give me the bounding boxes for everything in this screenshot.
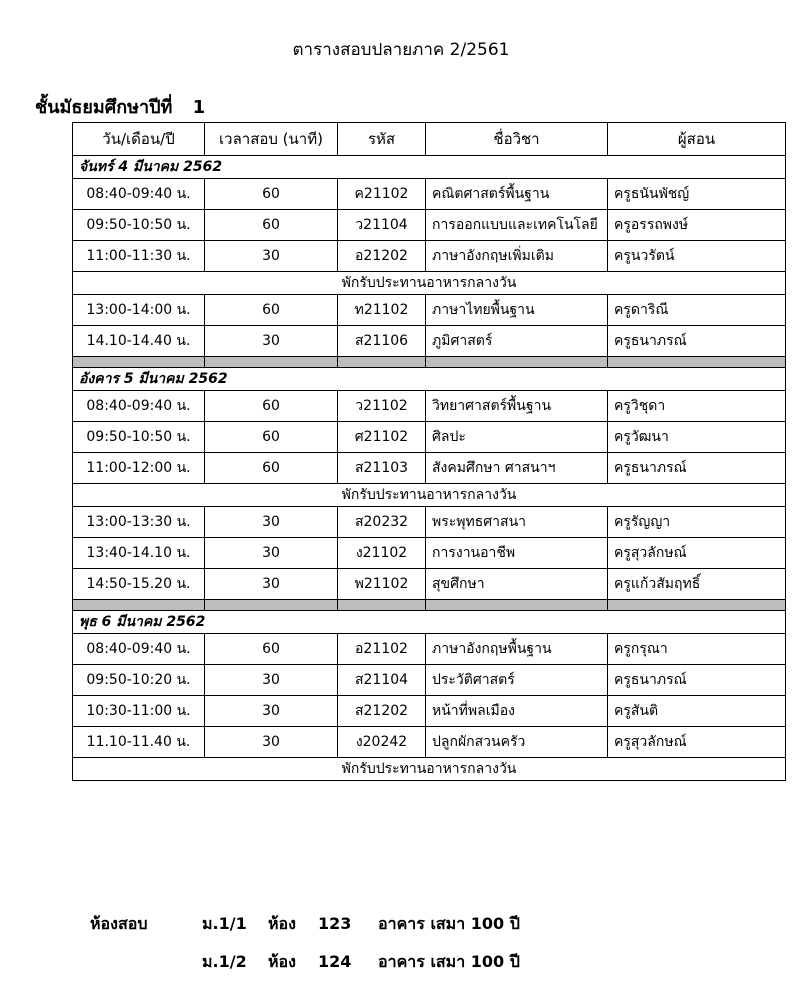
table-row [73, 326, 786, 357]
header-teacher: ผู้สอน [608, 123, 786, 156]
grade-level-number: 1 [192, 97, 206, 118]
subject-code: ส21202 [338, 696, 426, 727]
subject-name: ภาษาไทยพื้นฐาน [426, 295, 608, 326]
table-row [73, 727, 786, 758]
day-date: อังคาร 5 มีนาคม 2562 [73, 368, 786, 391]
teacher-name: ครูอรรถพงษ์ [608, 210, 786, 241]
header-code: รหัส [338, 123, 426, 156]
exam-time: 08:40-09:40 น. [73, 634, 205, 665]
header-subject: ชื่อวิชา [426, 123, 608, 156]
table-row [73, 241, 786, 272]
exam-duration: 60 [205, 422, 338, 453]
separator-cell [205, 600, 338, 611]
lunch-break-label: พักรับประทานอาหารกลางวัน [73, 758, 786, 781]
day-separator-row [73, 357, 786, 368]
table-row [73, 507, 786, 538]
subject-code: อ21102 [338, 634, 426, 665]
exam-duration: 60 [205, 634, 338, 665]
table-row [73, 295, 786, 326]
separator-cell [338, 357, 426, 368]
table-row [73, 422, 786, 453]
subject-code: ส21103 [338, 453, 426, 484]
table-row [73, 538, 786, 569]
separator-cell [608, 600, 786, 611]
table-row [73, 391, 786, 422]
header-date: วัน/เดือน/ปี [73, 123, 205, 156]
room-word: ห้อง [268, 914, 296, 933]
exam-time: 11.10-11.40 น. [73, 727, 205, 758]
exam-duration: 30 [205, 326, 338, 357]
room-row [90, 950, 520, 975]
separator-cell [608, 357, 786, 368]
exam-time: 10:30-11:00 น. [73, 696, 205, 727]
teacher-name: ครูนวรัตน์ [608, 241, 786, 272]
subject-code: พ21102 [338, 569, 426, 600]
separator-cell [426, 600, 608, 611]
room-number: 124 [318, 952, 352, 971]
teacher-name: ครูรัญญา [608, 507, 786, 538]
table-header-row [73, 123, 786, 156]
exam-duration: 30 [205, 696, 338, 727]
subject-name: ภูมิศาสตร์ [426, 326, 608, 357]
exam-time: 14.10-14.40 น. [73, 326, 205, 357]
teacher-name: ครูสันติ [608, 696, 786, 727]
teacher-name: ครูดาริณี [608, 295, 786, 326]
day-header-row [73, 368, 786, 391]
subject-name: คณิตศาสตร์พื้นฐาน [426, 179, 608, 210]
subject-name: สุขศึกษา [426, 569, 608, 600]
lunch-break-row [73, 758, 786, 781]
exam-time: 13:40-14.10 น. [73, 538, 205, 569]
teacher-name: ครูธนาภรณ์ [608, 665, 786, 696]
grade-level-label: ชั้นมัธยมศึกษาปีที่ [35, 97, 173, 118]
teacher-name: ครูแก้วสัมฤทธิ์ [608, 569, 786, 600]
exam-duration: 60 [205, 179, 338, 210]
subject-code: ส21106 [338, 326, 426, 357]
subject-name: ประวัติศาสตร์ [426, 665, 608, 696]
room-row [90, 912, 520, 937]
exam-duration: 60 [205, 210, 338, 241]
rooms-label: ห้องสอบ [90, 914, 148, 933]
exam-duration: 30 [205, 538, 338, 569]
room-building: อาคาร เสมา 100 ปี [378, 914, 520, 933]
page-title: ตารางสอบปลายภาค 2/2561 [292, 40, 510, 60]
exam-duration: 60 [205, 453, 338, 484]
table-row [73, 453, 786, 484]
exam-time: 14:50-15.20 น. [73, 569, 205, 600]
exam-time: 09:50-10:20 น. [73, 665, 205, 696]
table-row [73, 696, 786, 727]
exam-time: 13:00-14:00 น. [73, 295, 205, 326]
lunch-break-row [73, 272, 786, 295]
exam-time: 08:40-09:40 น. [73, 179, 205, 210]
room-building: อาคาร เสมา 100 ปี [378, 952, 520, 971]
separator-cell [73, 357, 205, 368]
subject-code: ส20232 [338, 507, 426, 538]
subject-code: ว21102 [338, 391, 426, 422]
grade-level [35, 92, 205, 121]
subject-name: สังคมศึกษา ศาสนาฯ [426, 453, 608, 484]
separator-cell [73, 600, 205, 611]
exam-time: 11:00-11:30 น. [73, 241, 205, 272]
table-row [73, 634, 786, 665]
subject-name: ศิลปะ [426, 422, 608, 453]
subject-code: ท21102 [338, 295, 426, 326]
table-row [73, 210, 786, 241]
day-header-row [73, 156, 786, 179]
teacher-name: ครูธนาภรณ์ [608, 326, 786, 357]
room-class: ม.1/2 [202, 952, 247, 971]
separator-cell [205, 357, 338, 368]
teacher-name: ครูสุวลักษณ์ [608, 538, 786, 569]
exam-time: 09:50-10:50 น. [73, 210, 205, 241]
table-body [73, 156, 786, 781]
room-word: ห้อง [268, 952, 296, 971]
exam-duration: 30 [205, 569, 338, 600]
room-class: ม.1/1 [202, 914, 247, 933]
exam-time: 11:00-12:00 น. [73, 453, 205, 484]
separator-cell [338, 600, 426, 611]
subject-code: ส21104 [338, 665, 426, 696]
teacher-name: ครูธนันพัชญ์ [608, 179, 786, 210]
subject-code: ง21102 [338, 538, 426, 569]
subject-code: ศ21102 [338, 422, 426, 453]
exam-duration: 60 [205, 295, 338, 326]
exam-duration: 30 [205, 665, 338, 696]
subject-name: ปลูกผักสวนครัว [426, 727, 608, 758]
exam-duration: 60 [205, 391, 338, 422]
table-row [73, 569, 786, 600]
exam-duration: 30 [205, 241, 338, 272]
teacher-name: ครูวัฒนา [608, 422, 786, 453]
teacher-name: ครูสุวลักษณ์ [608, 727, 786, 758]
day-separator-row [73, 600, 786, 611]
room-number: 123 [318, 914, 352, 933]
subject-code: ว21104 [338, 210, 426, 241]
subject-name: การงานอาชีพ [426, 538, 608, 569]
day-header-row [73, 611, 786, 634]
exam-duration: 30 [205, 727, 338, 758]
exam-time: 13:00-13:30 น. [73, 507, 205, 538]
separator-cell [426, 357, 608, 368]
subject-name: ภาษาอังกฤษพื้นฐาน [426, 634, 608, 665]
subject-name: วิทยาศาสตร์พื้นฐาน [426, 391, 608, 422]
header-duration: เวลาสอบ (นาที) [205, 123, 338, 156]
table-row [73, 179, 786, 210]
exam-time: 08:40-09:40 น. [73, 391, 205, 422]
teacher-name: ครูกรุณา [608, 634, 786, 665]
subject-name: การออกแบบและเทคโนโลยี [426, 210, 608, 241]
lunch-break-row [73, 484, 786, 507]
exam-time: 09:50-10:50 น. [73, 422, 205, 453]
subject-name: พระพุทธศาสนา [426, 507, 608, 538]
subject-name: หน้าที่พลเมือง [426, 696, 608, 727]
subject-code: ง20242 [338, 727, 426, 758]
exam-schedule-table [72, 122, 786, 781]
lunch-break-label: พักรับประทานอาหารกลางวัน [73, 484, 786, 507]
subject-code: ค21102 [338, 179, 426, 210]
subject-name: ภาษาอังกฤษเพิ่มเติม [426, 241, 608, 272]
day-date: จันทร์ 4 มีนาคม 2562 [73, 156, 786, 179]
exam-duration: 30 [205, 507, 338, 538]
table-row [73, 665, 786, 696]
subject-code: อ21202 [338, 241, 426, 272]
teacher-name: ครูธนาภรณ์ [608, 453, 786, 484]
day-date: พุธ 6 มีนาคม 2562 [73, 611, 786, 634]
teacher-name: ครูวิชุดา [608, 391, 786, 422]
lunch-break-label: พักรับประทานอาหารกลางวัน [73, 272, 786, 295]
